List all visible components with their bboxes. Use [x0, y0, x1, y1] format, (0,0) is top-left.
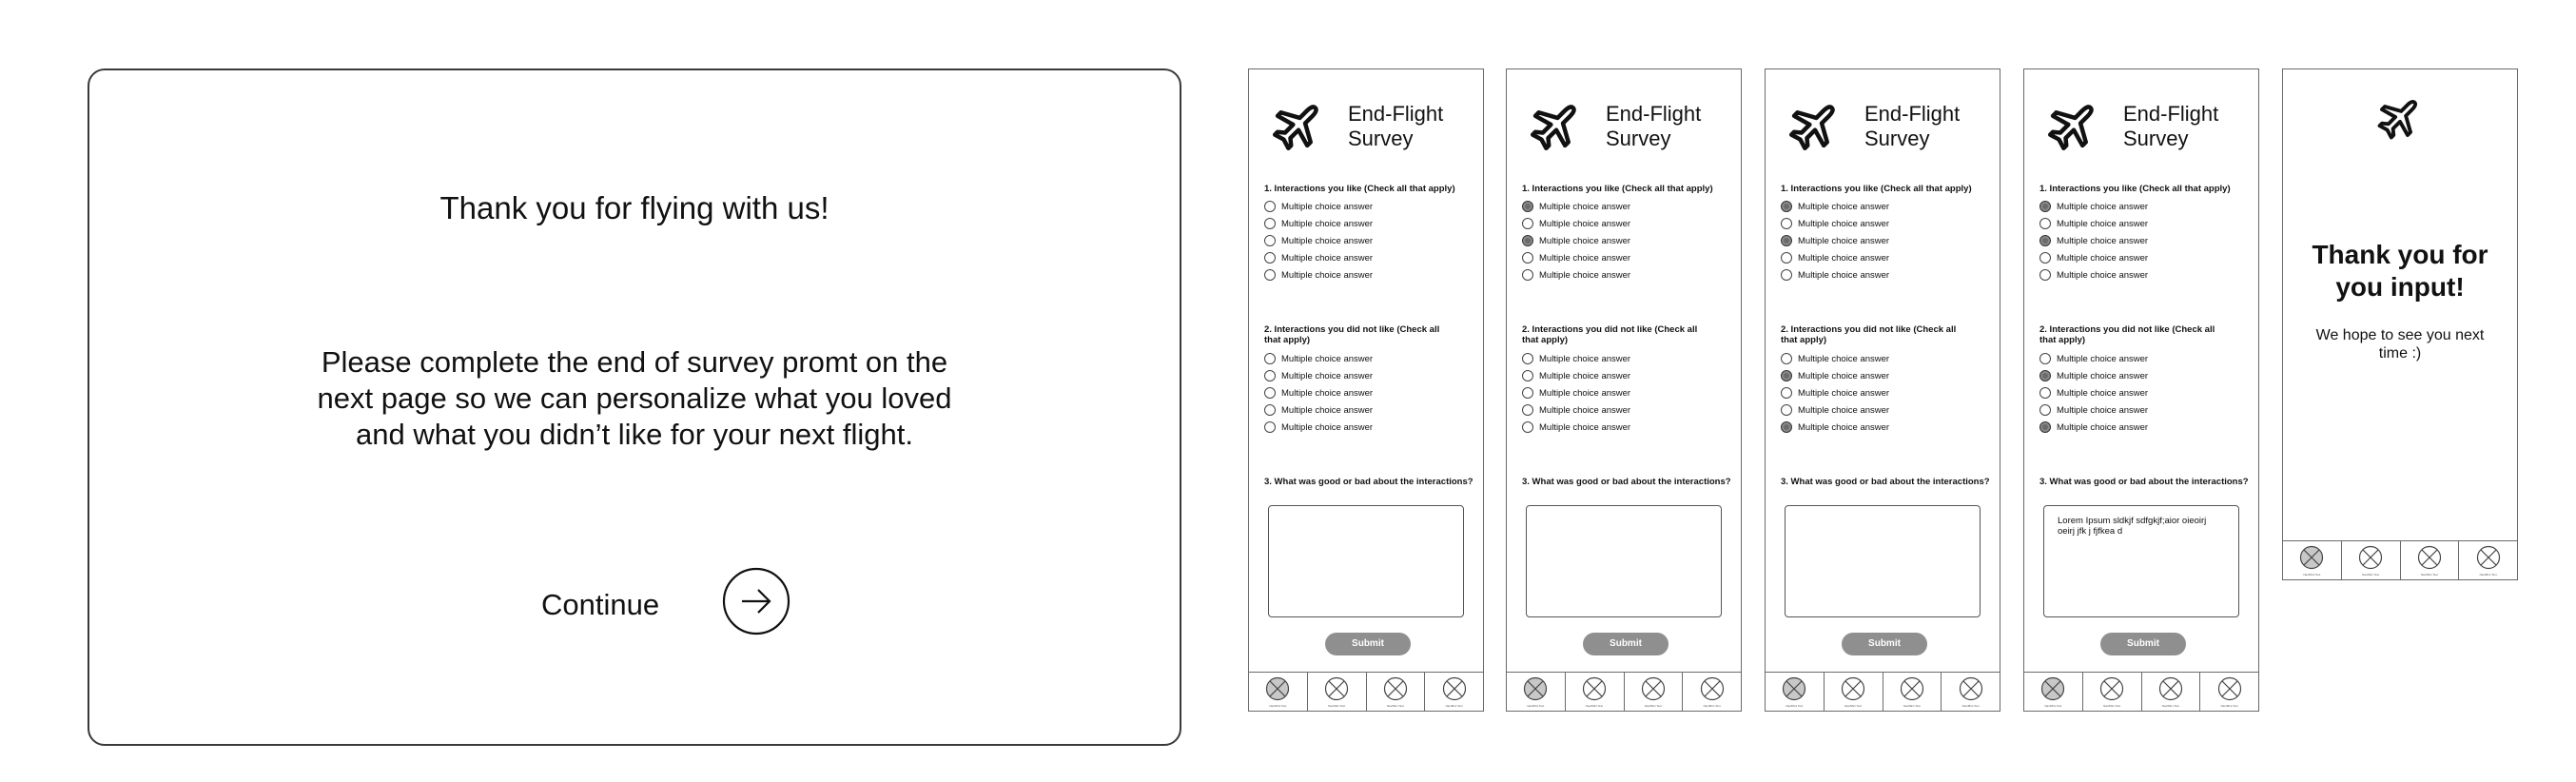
choice-label: Multiple choice answer: [1281, 353, 1374, 364]
choice-label: Multiple choice answer: [2057, 235, 2149, 246]
airplane-icon: [1270, 96, 1327, 153]
choice-label: Multiple choice answer: [1281, 201, 1374, 212]
question-1-label: 1. Interactions you like (Check all that apply): [1264, 184, 1455, 194]
question-2: [2039, 324, 2251, 436]
choice-label: Multiple choice answer: [1539, 269, 1631, 281]
feedback-textarea[interactable]: [2043, 505, 2239, 617]
choice-label: Multiple choice answer: [1539, 421, 1631, 433]
nav-tab-4[interactable]: [1425, 673, 1483, 711]
choice-option[interactable]: [1522, 232, 1733, 249]
bottom-nav-bar: [1507, 672, 1741, 711]
choice-label: Multiple choice answer: [1798, 421, 1890, 433]
choice-label: Multiple choice answer: [1281, 252, 1374, 264]
survey-title: [1348, 102, 1462, 151]
survey-header: [2045, 96, 2235, 155]
radio-button[interactable]: [1522, 252, 1533, 264]
nav-tab-label: Nav/Mini Text: [1644, 704, 1662, 708]
continue-label: Continue: [541, 588, 660, 621]
radio-button[interactable]: [1264, 370, 1276, 381]
question-3: [2039, 477, 2251, 487]
placeholder-image-icon: [2299, 545, 2324, 570]
nav-tab-1[interactable]: [2024, 673, 2083, 711]
radio-button[interactable]: [1781, 252, 1792, 264]
choice-label: Multiple choice answer: [1281, 404, 1374, 416]
radio-button[interactable]: [1264, 235, 1276, 246]
survey-title-line1: End-Flight: [1606, 102, 1702, 126]
radio-button[interactable]: [1522, 235, 1533, 246]
choice-option[interactable]: [1781, 266, 1992, 283]
radio-button[interactable]: [2039, 269, 2051, 281]
question-1-label: 1. Interactions you like (Check all that apply): [1522, 184, 1713, 194]
nav-tab-label: Nav/Mini Text: [1786, 704, 1804, 708]
bottom-nav-bar: [2283, 540, 2517, 579]
continue-button[interactable]: [541, 565, 827, 641]
radio-button[interactable]: [1264, 404, 1276, 416]
choice-option[interactable]: [1264, 419, 1475, 436]
radio-button[interactable]: [1522, 353, 1533, 364]
choice-label: Multiple choice answer: [1539, 387, 1631, 399]
radio-button[interactable]: [1781, 421, 1792, 433]
placeholder-image-icon: [2358, 545, 2383, 570]
survey-title: [1606, 102, 1720, 151]
choice-option[interactable]: [1781, 401, 1992, 419]
radio-button[interactable]: [1522, 387, 1533, 399]
nav-tab-label: Nav/Mini Text: [1703, 704, 1721, 708]
nav-tab-label: Nav/Mini Text: [2044, 704, 2062, 708]
nav-tab-label: Nav/Mini Text: [1445, 704, 1463, 708]
survey-title-line1: End-Flight: [2123, 102, 2219, 126]
question-1: [1781, 184, 1992, 283]
question-1: [1264, 184, 1475, 283]
survey-header: [1786, 96, 1977, 155]
choice-label: Multiple choice answer: [1539, 370, 1631, 381]
choice-option[interactable]: [1522, 367, 1733, 384]
radio-button[interactable]: [2039, 370, 2051, 381]
radio-button[interactable]: [1781, 269, 1792, 281]
choice-label: Multiple choice answer: [1281, 269, 1374, 281]
feedback-textarea[interactable]: [1785, 505, 1981, 617]
choice-label: Multiple choice answer: [1798, 201, 1890, 212]
radio-button[interactable]: [1522, 421, 1533, 433]
nav-tab-label: Nav/Mini Text: [1269, 704, 1287, 708]
radio-button[interactable]: [2039, 201, 2051, 212]
radio-button[interactable]: [2039, 218, 2051, 229]
question-2-label: 2. Interactions you did not like (Check all that apply): [2039, 324, 2215, 345]
feedback-textarea[interactable]: [1526, 505, 1722, 617]
radio-button[interactable]: [2039, 353, 2051, 364]
nav-tab-label: Nav/Mini Text: [1586, 704, 1604, 708]
radio-button[interactable]: [1781, 218, 1792, 229]
choice-label: Multiple choice answer: [1281, 421, 1374, 433]
airplane-icon: [2045, 96, 2102, 153]
choice-option[interactable]: [1264, 249, 1475, 266]
radio-button[interactable]: [1522, 201, 1533, 212]
nav-tab-label: Nav/Mini Text: [2103, 704, 2121, 708]
radio-button[interactable]: [1522, 269, 1533, 281]
radio-button[interactable]: [2039, 404, 2051, 416]
choice-option[interactable]: [1781, 350, 1992, 367]
choice-option[interactable]: [1264, 384, 1475, 401]
choice-label: Multiple choice answer: [2057, 370, 2149, 381]
choice-option[interactable]: [1264, 232, 1475, 249]
question-1: [2039, 184, 2251, 283]
radio-button[interactable]: [1781, 353, 1792, 364]
survey-header: [1270, 96, 1460, 155]
choice-option[interactable]: [1522, 384, 1733, 401]
nav-tab-2[interactable]: [2083, 673, 2142, 711]
choice-option[interactable]: [1522, 401, 1733, 419]
choice-option[interactable]: [2039, 249, 2251, 266]
choice-option[interactable]: [1522, 215, 1733, 232]
radio-button[interactable]: [1264, 269, 1276, 281]
radio-button[interactable]: [1264, 421, 1276, 433]
choice-label: Multiple choice answer: [1281, 218, 1374, 229]
question-3-label: 3. What was good or bad about the interactions?: [2039, 477, 2249, 487]
choice-label: Multiple choice answer: [1539, 252, 1631, 264]
choice-option[interactable]: [2039, 367, 2251, 384]
choice-label: Multiple choice answer: [2057, 201, 2149, 212]
placeholder-image-icon: [2217, 676, 2242, 701]
choice-label: Multiple choice answer: [1281, 387, 1374, 399]
radio-button[interactable]: [1781, 235, 1792, 246]
feedback-text: Lorem Ipsum sldkjf sdfgkjf;aior oieoirj oeirj jfk j fjfkea d: [2058, 516, 2207, 537]
airplane-icon: [1786, 96, 1844, 153]
question-2-label: 2. Interactions you did not like (Check all that apply): [1781, 324, 1957, 345]
nav-tab-1[interactable]: [1249, 673, 1308, 711]
question-2: [1781, 324, 1992, 436]
choice-option[interactable]: [1264, 266, 1475, 283]
choice-label: Multiple choice answer: [1539, 201, 1631, 212]
question-3: [1264, 477, 1475, 487]
choice-label: Multiple choice answer: [1798, 404, 1890, 416]
question-1-label: 1. Interactions you like (Check all that apply): [2039, 184, 2231, 194]
arrow-right-icon[interactable]: [722, 567, 790, 635]
placeholder-image-icon: [1959, 676, 1983, 701]
airplane-icon: [2375, 92, 2425, 142]
placeholder-image-icon: [1782, 676, 1806, 701]
question-2-label: 2. Interactions you did not like (Check all that apply): [1264, 324, 1440, 345]
survey-screen-4: [2023, 68, 2259, 712]
nav-tab-label: Nav/Mini Text: [1844, 704, 1863, 708]
choice-option[interactable]: [1781, 419, 1992, 436]
choice-option[interactable]: [1264, 215, 1475, 232]
survey-title: [1864, 102, 1979, 151]
nav-tab-label: Nav/Mini Text: [2161, 704, 2179, 708]
choice-label: Multiple choice answer: [1539, 218, 1631, 229]
choice-label: Multiple choice answer: [1798, 235, 1890, 246]
choice-option[interactable]: [2039, 232, 2251, 249]
radio-button[interactable]: [1264, 252, 1276, 264]
nav-tab-1[interactable]: [1766, 673, 1825, 711]
choice-label: Multiple choice answer: [2057, 387, 2149, 399]
radio-button[interactable]: [1781, 370, 1792, 381]
survey-screen-1: [1248, 68, 1484, 712]
nav-tab-label: Nav/Mini Text: [2220, 704, 2238, 708]
choice-option[interactable]: [1781, 232, 1992, 249]
nav-tab-label: Nav/Mini Text: [1903, 704, 1921, 708]
nav-tab-1[interactable]: [1507, 673, 1566, 711]
radio-button[interactable]: [1264, 387, 1276, 399]
choice-label: Multiple choice answer: [1798, 353, 1890, 364]
submit-button[interactable]: Submit: [2100, 633, 2186, 655]
bottom-nav-bar: [1249, 672, 1483, 711]
question-3-label: 3. What was good or bad about the interactions?: [1522, 477, 1731, 487]
placeholder-image-icon: [2099, 676, 2124, 701]
nav-tab-label: Nav/Mini Text: [1328, 704, 1346, 708]
radio-button[interactable]: [1522, 370, 1533, 381]
choice-option[interactable]: [1781, 198, 1992, 215]
question-3: [1522, 477, 1733, 487]
choice-option[interactable]: [2039, 384, 2251, 401]
choice-option[interactable]: [1522, 419, 1733, 436]
radio-button[interactable]: [2039, 421, 2051, 433]
choice-option[interactable]: [1522, 198, 1733, 215]
placeholder-image-icon: [1324, 676, 1349, 701]
choice-option[interactable]: [1264, 401, 1475, 419]
choice-label: Multiple choice answer: [1798, 370, 1890, 381]
choice-option[interactable]: [1781, 384, 1992, 401]
survey-title-line2: Survey: [1606, 127, 1671, 150]
choice-label: Multiple choice answer: [1281, 370, 1374, 381]
thank-you-subtitle: We hope to see you next time :): [2315, 327, 2485, 362]
placeholder-image-icon: [1841, 676, 1865, 701]
submit-button[interactable]: Submit: [1842, 633, 1927, 655]
placeholder-image-icon: [1523, 676, 1548, 701]
choice-label: Multiple choice answer: [1798, 252, 1890, 264]
choice-option[interactable]: [2039, 401, 2251, 419]
choice-option[interactable]: [1781, 215, 1992, 232]
placeholder-image-icon: [2476, 545, 2501, 570]
choice-label: Multiple choice answer: [1798, 269, 1890, 281]
survey-screen-3: [1765, 68, 2000, 712]
choice-option[interactable]: [2039, 350, 2251, 367]
survey-header: [1528, 96, 1718, 155]
placeholder-image-icon: [2040, 676, 2065, 701]
choice-label: Multiple choice answer: [1798, 218, 1890, 229]
choice-option[interactable]: [1522, 350, 1733, 367]
question-2: [1522, 324, 1733, 436]
choice-option[interactable]: [1522, 266, 1733, 283]
nav-tab-label: Nav/Mini Text: [2420, 573, 2438, 577]
choice-option[interactable]: [2039, 215, 2251, 232]
choice-label: Multiple choice answer: [2057, 421, 2149, 433]
radio-button[interactable]: [1522, 218, 1533, 229]
welcome-body: Please complete the end of survey promt on the next page so we can personalize what you loved and what you didn’t like for your next flight.: [317, 345, 952, 451]
placeholder-image-icon: [1700, 676, 1725, 701]
radio-button[interactable]: [1264, 353, 1276, 364]
nav-tab-3[interactable]: [2142, 673, 2201, 711]
submit-button[interactable]: Submit: [1583, 633, 1669, 655]
radio-button[interactable]: [1781, 201, 1792, 212]
thank-you-title: Thank you for you input!: [2312, 240, 2488, 302]
radio-button[interactable]: [1522, 404, 1533, 416]
nav-tab-2[interactable]: [2342, 541, 2401, 579]
question-2: [1264, 324, 1475, 436]
survey-title-line1: End-Flight: [1348, 102, 1444, 126]
submit-button[interactable]: Submit: [1325, 633, 1411, 655]
bottom-nav-bar: [2024, 672, 2258, 711]
nav-tab-label: Nav/Mini Text: [1961, 704, 1980, 708]
nav-tab-label: Nav/Mini Text: [2362, 573, 2380, 577]
choice-label: Multiple choice answer: [1281, 235, 1374, 246]
choice-label: Multiple choice answer: [2057, 353, 2149, 364]
nav-tab-4[interactable]: [2200, 673, 2258, 711]
choice-option[interactable]: [1264, 198, 1475, 215]
choice-option[interactable]: [1264, 350, 1475, 367]
nav-tab-label: Nav/Mini Text: [1527, 704, 1545, 708]
placeholder-image-icon: [1900, 676, 1924, 701]
nav-tab-label: Nav/Mini Text: [2479, 573, 2497, 577]
choice-option[interactable]: [1781, 367, 1992, 384]
airplane-icon: [1528, 96, 1585, 153]
nav-tab-3[interactable]: [1883, 673, 1942, 711]
choice-label: Multiple choice answer: [1539, 235, 1631, 246]
survey-title-line1: End-Flight: [1864, 102, 1961, 126]
nav-tab-2[interactable]: [1566, 673, 1625, 711]
question-3: [1781, 477, 1992, 487]
choice-option[interactable]: [1522, 249, 1733, 266]
nav-tab-2[interactable]: [1308, 673, 1367, 711]
choice-label: Multiple choice answer: [1539, 353, 1631, 364]
nav-tab-1[interactable]: [2283, 541, 2342, 579]
nav-tab-3[interactable]: [2401, 541, 2460, 579]
thank-you-screen: [2282, 68, 2518, 580]
welcome-headline: Thank you for flying with us!: [439, 190, 829, 225]
choice-label: Multiple choice answer: [1798, 387, 1890, 399]
choice-label: Multiple choice answer: [2057, 269, 2149, 281]
placeholder-image-icon: [1582, 676, 1607, 701]
nav-tab-4[interactable]: [1683, 673, 1741, 711]
choice-option[interactable]: [2039, 266, 2251, 283]
radio-button[interactable]: [2039, 387, 2051, 399]
survey-title-line2: Survey: [1864, 127, 1930, 150]
survey-title-line2: Survey: [2123, 127, 2189, 150]
survey-title-line2: Survey: [1348, 127, 1414, 150]
choice-option[interactable]: [1264, 367, 1475, 384]
question-3-label: 3. What was good or bad about the interactions?: [1264, 477, 1473, 487]
choice-option[interactable]: [2039, 198, 2251, 215]
nav-tab-3[interactable]: [1625, 673, 1684, 711]
question-1: [1522, 184, 1733, 283]
placeholder-image-icon: [1265, 676, 1290, 701]
radio-button[interactable]: [2039, 235, 2051, 246]
question-3-label: 3. What was good or bad about the interactions?: [1781, 477, 1990, 487]
nav-tab-2[interactable]: [1825, 673, 1883, 711]
survey-title: [2123, 102, 2237, 151]
choice-option[interactable]: [1781, 249, 1992, 266]
choice-option[interactable]: [2039, 419, 2251, 436]
choice-label: Multiple choice answer: [2057, 252, 2149, 264]
radio-button[interactable]: [1781, 404, 1792, 416]
radio-button[interactable]: [1264, 201, 1276, 212]
radio-button[interactable]: [1264, 218, 1276, 229]
placeholder-image-icon: [1383, 676, 1408, 701]
placeholder-image-icon: [1641, 676, 1666, 701]
choice-label: Multiple choice answer: [2057, 404, 2149, 416]
placeholder-image-icon: [2417, 545, 2442, 570]
choice-label: Multiple choice answer: [1539, 404, 1631, 416]
radio-button[interactable]: [2039, 252, 2051, 264]
question-2-label: 2. Interactions you did not like (Check all that apply): [1522, 324, 1698, 345]
question-1-label: 1. Interactions you like (Check all that apply): [1781, 184, 1972, 194]
feedback-textarea[interactable]: [1268, 505, 1464, 617]
nav-tab-4[interactable]: [2459, 541, 2517, 579]
placeholder-image-icon: [2158, 676, 2183, 701]
nav-tab-4[interactable]: [1942, 673, 2000, 711]
nav-tab-3[interactable]: [1367, 673, 1426, 711]
nav-tab-label: Nav/Mini Text: [1386, 704, 1404, 708]
placeholder-image-icon: [1442, 676, 1467, 701]
welcome-card: [88, 68, 1181, 746]
bottom-nav-bar: [1766, 672, 2000, 711]
survey-screen-2: [1506, 68, 1742, 712]
nav-tab-label: Nav/Mini Text: [2303, 573, 2321, 577]
radio-button[interactable]: [1781, 387, 1792, 399]
choice-label: Multiple choice answer: [2057, 218, 2149, 229]
